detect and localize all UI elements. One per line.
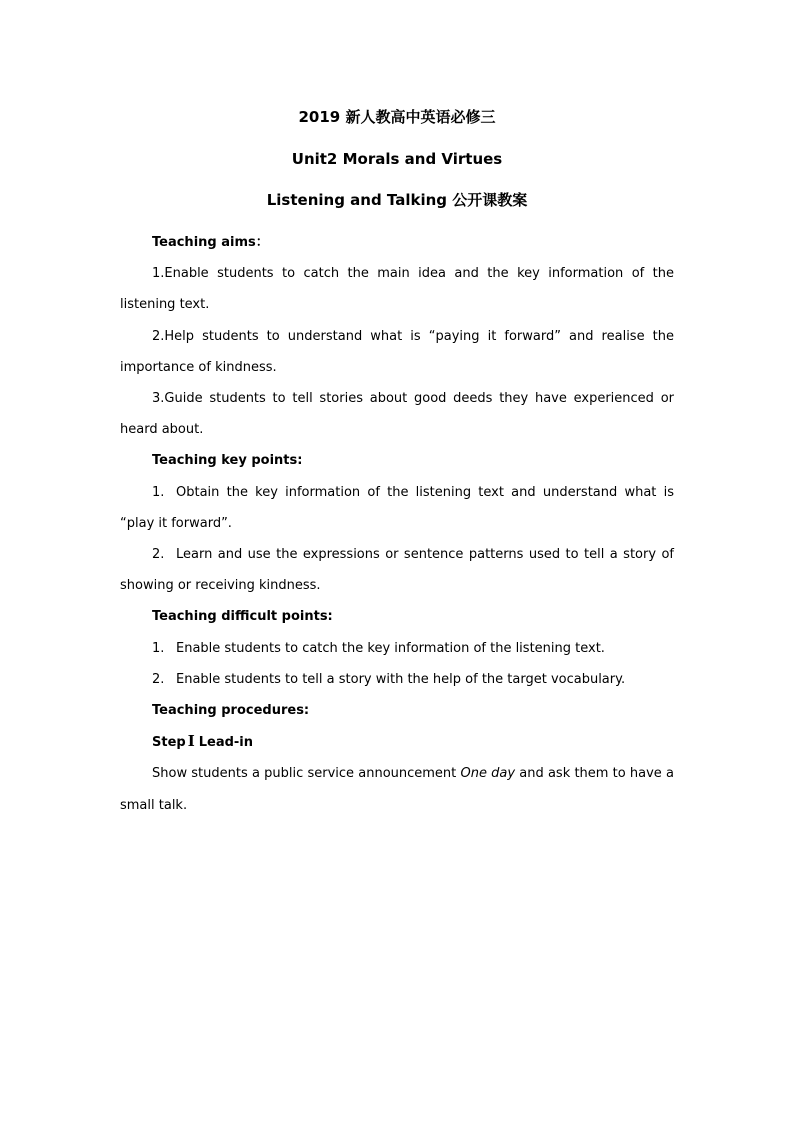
teaching-aims-heading: Teaching aims：	[152, 235, 269, 250]
step-1-heading	[120, 726, 674, 758]
difficult-point-1	[120, 633, 674, 664]
difficult-point-2-number: 2.	[152, 671, 165, 687]
document-title-line3: Listening and Talking 公开课教案	[266, 191, 528, 209]
key-points-heading: Teaching key points:	[152, 453, 303, 469]
difficult-point-1-text: Enable students to catch the key information of the listening text.	[176, 640, 605, 656]
key-point-2	[120, 539, 674, 601]
key-point-2-text: Learn and use the expressions or sentence patterns used to tell a story of showing or receiving kindness.	[120, 547, 674, 594]
difficult-point-1-number: 1.	[152, 640, 165, 656]
step-1-prefix: Step	[152, 735, 186, 751]
step-1-description	[120, 758, 674, 820]
difficult-point-2-text: Enable students to tell a story with the help of the target vocabulary.	[176, 671, 626, 687]
difficult-point-2	[120, 664, 674, 695]
key-point-2-number: 2.	[152, 547, 165, 563]
difficult-points-heading: Teaching difficult points:	[152, 609, 333, 625]
aim-item-3: 3.Guide students to tell stories about good deeds they have experienced or heard about.	[120, 391, 674, 438]
step-1-roman-numeral: Ⅰ	[187, 732, 195, 751]
step-1-title: Lead-in	[198, 735, 254, 751]
document-title-line2: Unit2 Morals and Virtues	[291, 150, 503, 168]
aim-item-1: 1.Enable students to catch the main idea and the key information of the listening text.	[120, 266, 674, 313]
key-point-1-text: Obtain the key information of the listening text and understand what is “play it forward”.	[120, 484, 674, 531]
step-1-text-italic: One day	[460, 766, 516, 782]
key-point-1-number: 1.	[152, 484, 165, 500]
step-1-text-before: Show students a public service announcement	[152, 766, 461, 782]
procedures-heading: Teaching procedures:	[152, 703, 310, 719]
aim-item-2: 2.Help students to understand what is “paying it forward” and realise the importance of kindness.	[120, 328, 674, 375]
document-body	[120, 227, 674, 821]
step-1-text-after: and ask them to have a small talk.	[120, 766, 674, 813]
document-title-line1: 2019 新人教高中英语必修三	[298, 108, 496, 126]
key-point-1	[120, 477, 674, 539]
